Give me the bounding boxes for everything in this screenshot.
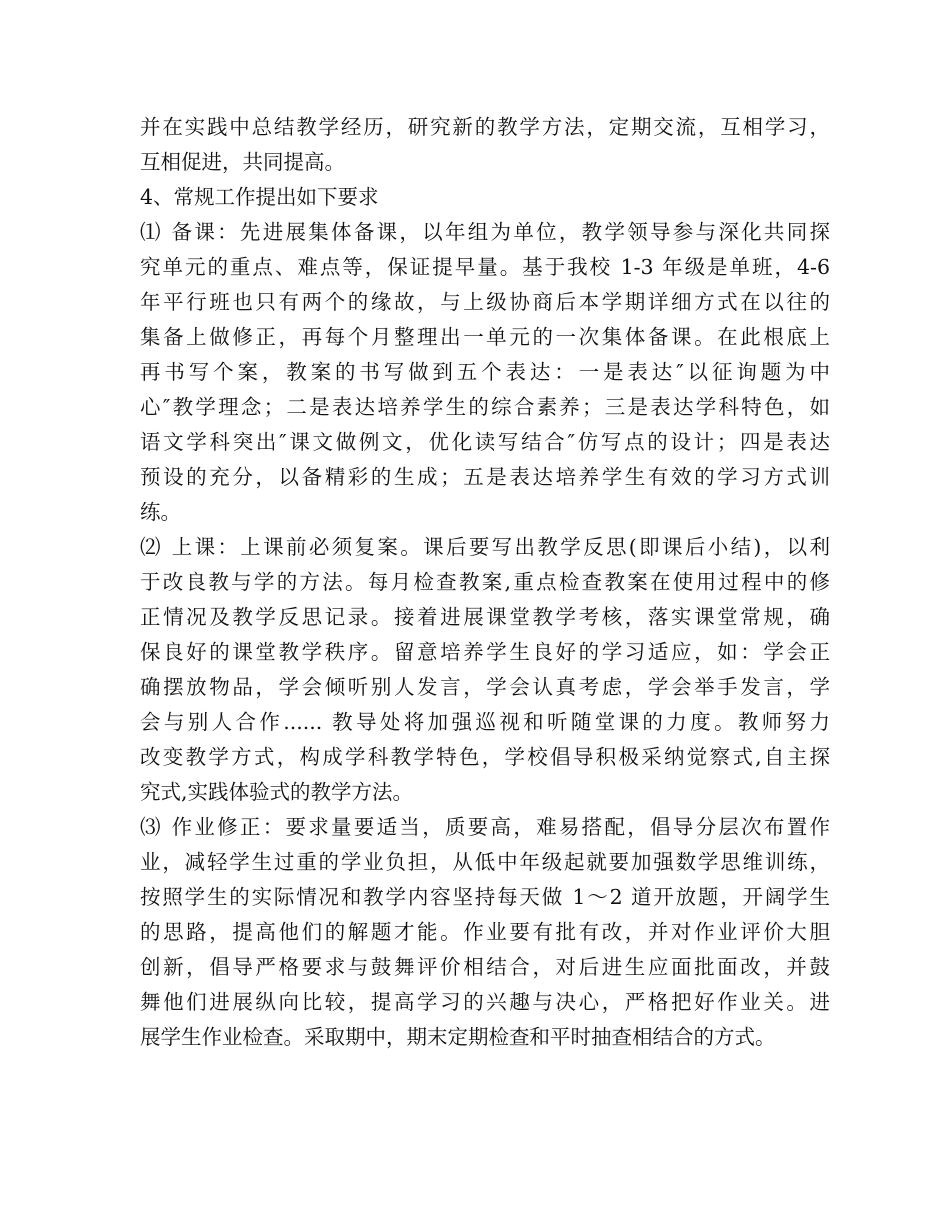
text-line: 互相促进，共同提高。 — [140, 150, 345, 174]
text-line: 究单元的重点、难点等，保证提早量。基于我校 1-3 年级是单班，4-6 — [140, 255, 830, 279]
text-line: 舞他们进展纵向比较，提高学习的兴趣与决心，严格把好作业关。进 — [140, 990, 830, 1014]
text-line: ⑵ 上课：上课前必须复案。课后要写出教学反思(即课后小结)，以利 — [140, 535, 830, 559]
text-line: 集备上做修正，再每个月整理出一单元的一次集体备课。在此根底上 — [140, 325, 830, 349]
text-line: 保良好的课堂教学秩序。留意培养学生良好的学习适应，如：学会正 — [140, 640, 830, 664]
text-line: 并在实践中总结教学经历，研究新的教学方法，定期交流，互相学习， — [140, 115, 830, 139]
text-line: 确摆放物品，学会倾听别人发言，学会认真考虑，学会举手发言，学 — [140, 675, 830, 699]
text-line: 展学生作业检查。采取期中，期末定期检查和平时抽查相结合的方式。 — [140, 1025, 776, 1049]
text-line: 于改良教与学的方法。每月检查教案,重点检查教案在使用过程中的修 — [140, 570, 830, 594]
text-line: 会与别人合作...... 教导处将加强巡视和听随堂课的力度。教师努力 — [140, 710, 830, 734]
text-line: 的思路，提高他们的解题才能。作业要有批有改，并对作业评价大胆 — [140, 920, 830, 944]
text-line: ⑴ 备课：先进展集体备课，以年组为单位，教学领导参与深化共同探 — [140, 220, 830, 244]
section-heading: 4、常规工作提出如下要求 — [140, 185, 379, 209]
text-line: 改变教学方式，构成学科教学特色，学校倡导积极采纳觉察式,自主探 — [140, 745, 830, 769]
text-line: 心″教学理念；二是表达培养学生的综合素养；三是表达学科特色，如 — [140, 395, 830, 419]
text-line: 语文学科突出″课文做例文，优化读写结合″仿写点的设计；四是表达 — [140, 430, 830, 454]
text-line: 创新，倡导严格要求与鼓舞评价相结合，对后进生应面批面改，并鼓 — [140, 955, 830, 979]
text-line: 年平行班也只有两个的缘故，与上级协商后本学期详细方式在以往的 — [140, 290, 830, 314]
text-line: 预设的充分，以备精彩的生成；五是表达培养学生有效的学习方式训 — [140, 465, 830, 489]
text-line: 业，减轻学生过重的学业负担，从低中年级起就要加强数学思维训练， — [140, 850, 830, 874]
text-line: ⑶ 作业修正：要求量要适当，质要高，难易搭配，倡导分层次布置作 — [140, 815, 830, 839]
document-body — [140, 110, 830, 1055]
text-line: 究式,实践体验式的教学方法。 — [140, 780, 414, 804]
text-line: 按照学生的实际情况和教学内容坚持每天做 1～2 道开放题，开阔学生 — [140, 885, 830, 909]
text-line: 正情况及教学反思记录。接着进展课堂教学考核，落实课堂常规，确 — [140, 605, 830, 629]
text-line: 练。 — [140, 500, 181, 524]
text-line: 再书写个案，教案的书写做到五个表达：一是表达″以征询题为中 — [140, 360, 830, 384]
